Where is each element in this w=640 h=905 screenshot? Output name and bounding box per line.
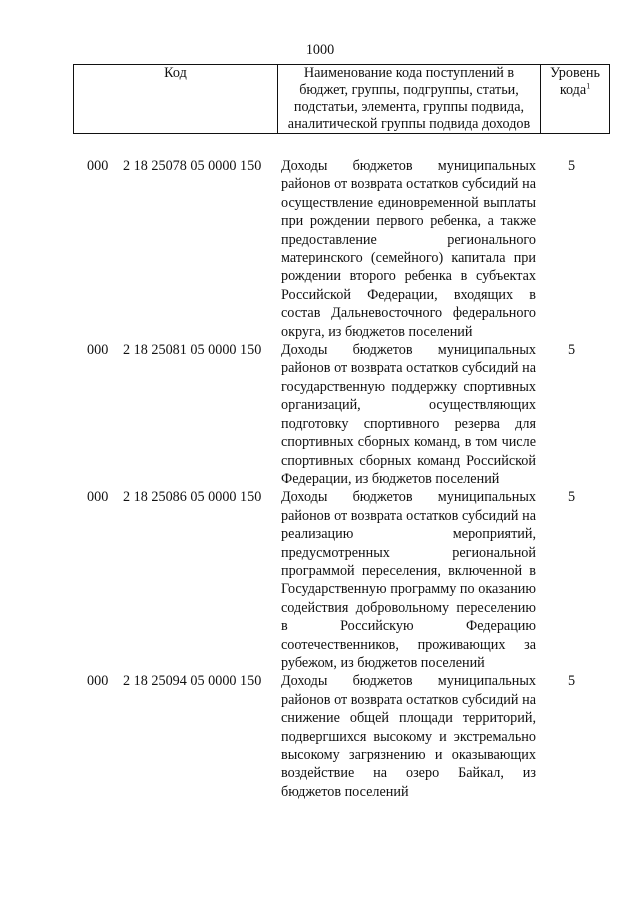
row-code: 2 18 25086 05 0000 150 — [123, 489, 262, 506]
row-name: Доходы бюджетов муниципальных районов от возврата остатков субсидий на государственную поддержку спортивных организаций, осуществляющих подготовку спортивного резерва для спортивных сборных команд, в том числе спортивных сборных команд Российской Федерации, из бюджетов поселений — [281, 342, 536, 487]
row-name: Доходы бюджетов муниципальных районов от возврата остатков субсидий на снижение общей площади территорий, подвергшихся высокому и экстремально высокому загрязнению и оказывающих воздействие на озеро Байкал, из бюджетов поселений — [281, 673, 536, 800]
table-body — [0, 157, 640, 801]
row-prefix: 000 — [87, 342, 109, 359]
row-code: 2 18 25094 05 0000 150 — [123, 673, 262, 690]
header-level-footnote: 1 — [586, 81, 591, 91]
header-name: Наименование кода поступлений в бюджет, группы, подгруппы, статьи, подстатьи, элемента, группы подвида, аналитической группы подвида доходов — [278, 65, 541, 134]
row-name: Доходы бюджетов муниципальных районов от возврата остатков субсидий на осуществление единовременной выплаты при рождении первого ребенка, а также предоставление регионального материнского (семейного) капитала при рождении второго ребенка в субъектах Российской Федерации, входящих в состав Дальневосточного федерального округа, из бюджетов поселений — [281, 158, 536, 340]
header-level-cell — [541, 65, 610, 134]
header-level: Уровень кода — [550, 65, 600, 98]
row-level: 5 — [568, 489, 576, 506]
table-row — [0, 157, 640, 341]
row-level: 5 — [568, 158, 576, 174]
row-prefix: 000 — [87, 489, 109, 506]
row-level: 5 — [568, 673, 576, 690]
header-code: Код — [74, 65, 278, 134]
row-code: 2 18 25078 05 0000 150 — [123, 158, 262, 174]
row-prefix: 000 — [87, 673, 109, 690]
row-prefix: 000 — [87, 158, 109, 174]
row-code: 2 18 25081 05 0000 150 — [123, 342, 262, 359]
table-row — [0, 488, 640, 672]
page-number: 1000 — [305, 42, 335, 58]
table-row — [0, 672, 640, 801]
row-level: 5 — [568, 342, 576, 359]
table-row — [0, 341, 640, 488]
table-header — [73, 64, 610, 134]
row-name: Доходы бюджетов муниципальных районов от возврата остатков субсидий на реализацию мероприятий, предусмотренных региональной программой переселения, включенной в Государственную программу по оказанию содействия добровольному переселению в Российскую Федерацию соотечественников, проживающих за рубежом, из бюджетов поселений — [281, 489, 536, 671]
